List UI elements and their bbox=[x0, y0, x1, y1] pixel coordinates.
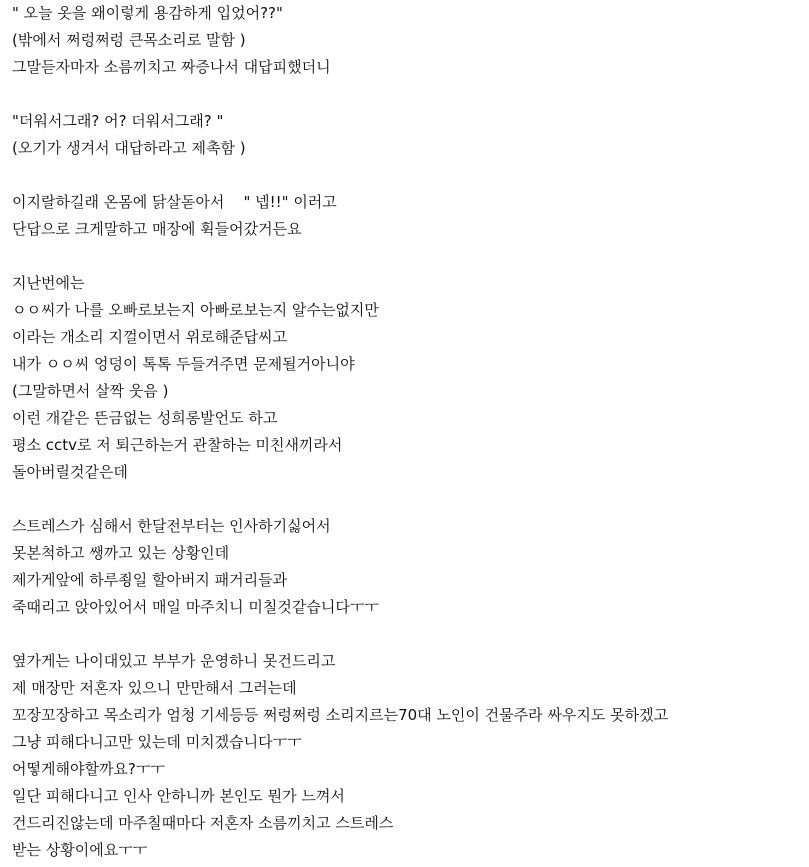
text-line: 일단 피해다니고 인사 안하니까 본인도 뭔가 느껴서 bbox=[12, 787, 345, 805]
paragraph-gap bbox=[12, 486, 802, 513]
text-line: " 오늘 옷을 왜이렇게 용감하게 입었어??" bbox=[12, 4, 283, 22]
paragraph bbox=[12, 648, 802, 864]
text-line: "더워서그래? 어? 더워서그래? " bbox=[12, 112, 224, 130]
text-line: 돌아버릴것같은데 bbox=[12, 463, 128, 481]
paragraph bbox=[12, 513, 802, 621]
post-body bbox=[12, 0, 802, 864]
paragraph bbox=[12, 270, 802, 486]
text-line: 지난번에는 bbox=[12, 274, 85, 292]
text-line: 받는 상황이에요ㅜㅜ bbox=[12, 841, 148, 859]
paragraph bbox=[12, 0, 802, 81]
text-line: ㅇㅇ씨가 나를 오빠로보는지 아빠로보는지 알수는없지만 bbox=[12, 301, 379, 319]
text-line: 어떻게해야할까요?ㅜㅜ bbox=[12, 760, 165, 778]
text-line: 이런 개같은 뜬금없는 성희롱발언도 하고 bbox=[12, 409, 278, 427]
paragraph bbox=[12, 108, 802, 162]
text-line: 그말듣자마자 소름끼치고 짜증나서 대답피했더니 bbox=[12, 58, 331, 76]
paragraph-gap bbox=[12, 621, 802, 648]
text-line: 평소 cctv로 저 퇴근하는거 관찰하는 미친새끼라서 bbox=[12, 436, 343, 454]
text-line: (밖에서 쩌렁쩌렁 큰목소리로 말함 ) bbox=[12, 31, 246, 49]
paragraph-gap bbox=[12, 81, 802, 108]
text-line: 스트레스가 심해서 한달전부터는 인사하기싫어서 bbox=[12, 517, 331, 535]
text-line: 제 매장만 저혼자 있으니 만만해서 그러는데 bbox=[12, 679, 297, 697]
text-line: 죽때리고 앉아있어서 매일 마주치니 미칠것같습니다ㅜㅜ bbox=[12, 598, 379, 616]
text-line: 내가 ㅇㅇ씨 엉덩이 톡톡 두들겨주면 문제될거아니야 bbox=[12, 355, 355, 373]
text-line: 그냥 피해다니고만 있는데 미치겠습니다ㅜㅜ bbox=[12, 733, 302, 751]
text-line: 단답으로 크게말하고 매장에 휙들어갔거든요 bbox=[12, 220, 302, 238]
text-line: 꼬장꼬장하고 목소리가 엄청 기세등등 쩌렁쩌렁 소리지르는70대 노인이 건물주라 싸우지도 못하겠고 bbox=[12, 706, 669, 724]
text-line: 이지랄하길래 온몸에 닭살돋아서 " 넵!!" 이러고 bbox=[12, 193, 337, 211]
text-line: (오기가 생겨서 대답하라고 제촉함 ) bbox=[12, 139, 246, 157]
text-line: 옆가게는 나이대있고 부부가 운영하니 못건드리고 bbox=[12, 652, 336, 670]
paragraph bbox=[12, 189, 802, 243]
paragraph-gap bbox=[12, 243, 802, 270]
text-line: 못본척하고 쌩까고 있는 상황인데 bbox=[12, 544, 230, 562]
text-line: 제가게앞에 하루죙일 할아버지 패거리들과 bbox=[12, 571, 288, 589]
paragraph-gap bbox=[12, 162, 802, 189]
text-line: 건드리진않는데 마주칠때마다 저혼자 소름끼치고 스트레스 bbox=[12, 814, 394, 832]
text-line: (그말하면서 살짝 웃음 ) bbox=[12, 382, 169, 400]
text-line: 이라는 개소리 지껄이면서 위로해준답씨고 bbox=[12, 328, 288, 346]
